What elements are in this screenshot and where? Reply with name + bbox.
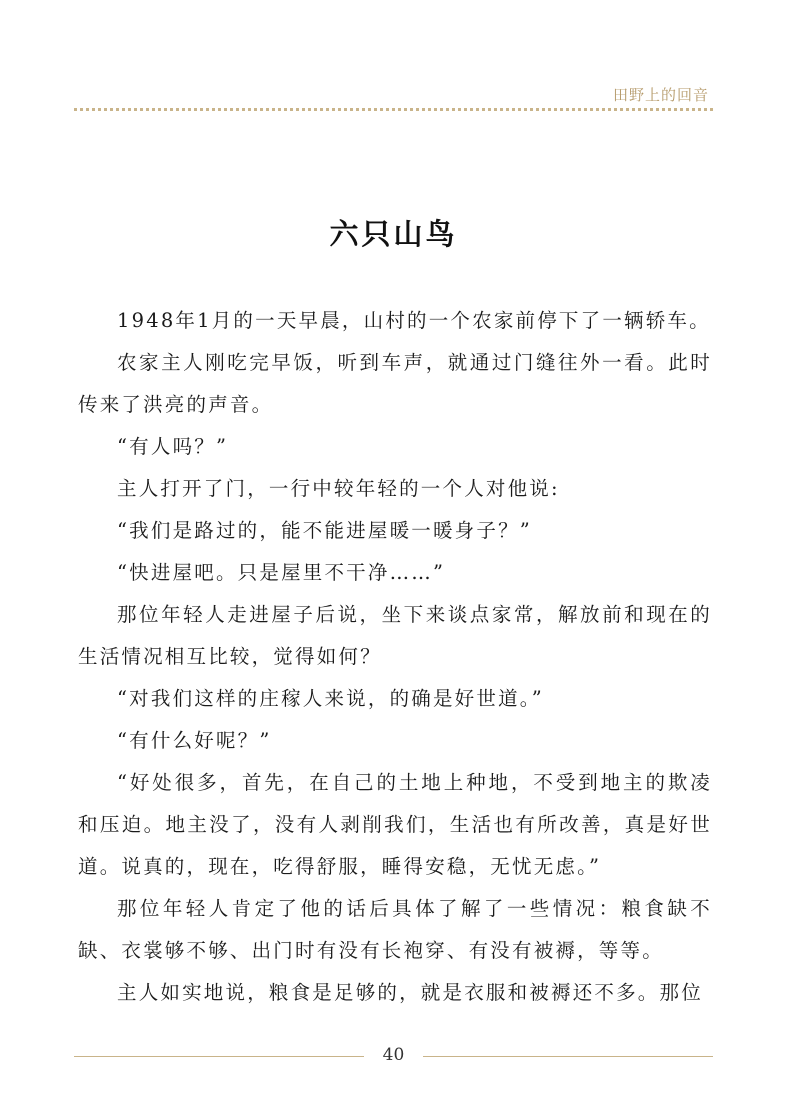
paragraph: “有什么好呢？”: [117, 729, 272, 752]
paragraph: 那位年轻人走进屋子后说，坐下来谈点家常，解放前和现在的生活情况相互比较，觉得如何？: [78, 603, 712, 668]
article-title: 六只山鸟: [329, 217, 458, 251]
paragraph: 农家主人刚吃完早饭，听到车声，就通过门缝往外一看。此时传来了洪亮的声音。: [78, 351, 712, 416]
paragraph: “有人吗？”: [117, 435, 229, 458]
paragraph: “快进屋吧。只是屋里不干净……”: [117, 561, 446, 584]
running-head-title: 田野上的回音: [612, 86, 709, 104]
paragraph: 那位年轻人肯定了他的话后具体了解了一些情况：粮食缺不缺、衣裳够不够、出门时有没有长袍穿、有没有被褥，等等。: [78, 897, 712, 962]
paragraph: “好处很多，首先，在自己的土地上种地，不受到地主的欺凌和压迫。地主没了，没有人剥削我们，生活也有所改善，真是好世道。说真的，现在，吃得舒服，睡得安稳，无忧无虑。”: [78, 771, 712, 878]
paragraph: “我们是路过的，能不能进屋暖一暖身子？”: [117, 519, 532, 542]
paragraph: 1948年1月的一天早晨，山村的一个农家前停下了一辆轿车。: [117, 309, 711, 332]
page-footer: [74, 1045, 713, 1067]
article-body: [78, 300, 712, 1014]
page-number: 40: [382, 1045, 405, 1065]
paragraph: 主人打开了门，一行中较年轻的一个人对他说:: [117, 477, 560, 500]
paragraph: “对我们这样的庄稼人来说，的确是好世道。”: [117, 687, 544, 710]
footer-right-rule: [423, 1056, 713, 1057]
header-dotted-divider: [74, 108, 713, 111]
paragraph: 主人如实地说，粮食是足够的，就是衣服和被褥还不多。那位: [117, 981, 703, 1004]
